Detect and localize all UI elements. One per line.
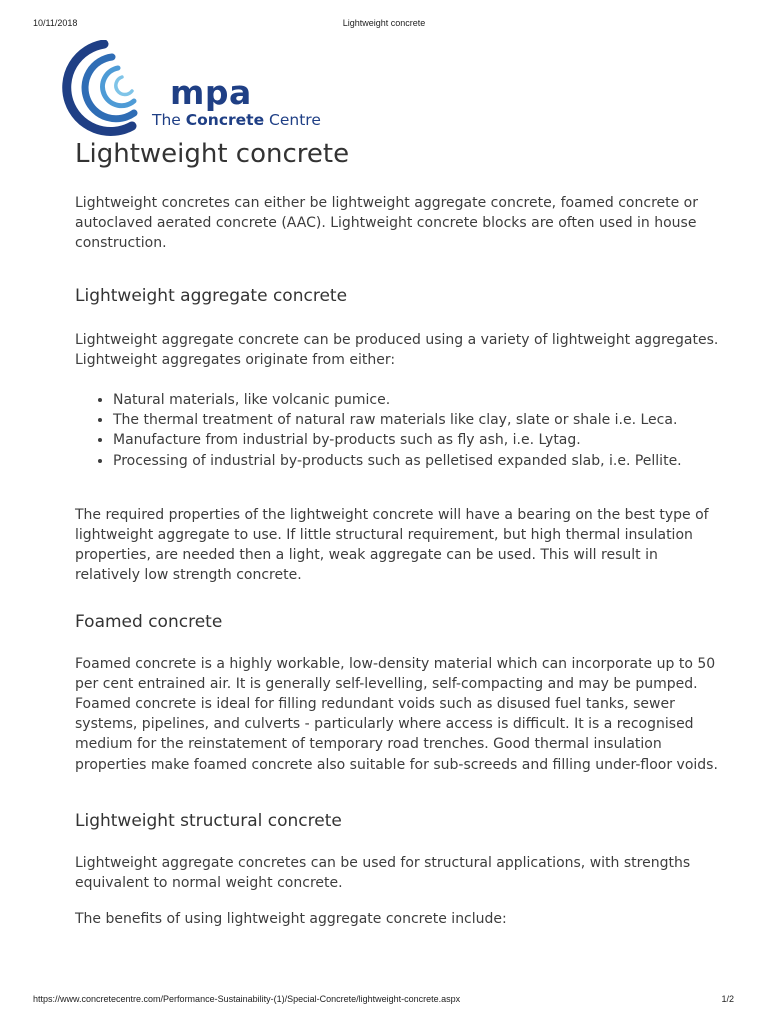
- article: [75, 137, 725, 929]
- page-number: 1/2: [721, 994, 734, 1004]
- print-title: Lightweight concrete: [342, 18, 426, 28]
- structural-paragraph-2: The benefits of using lightweight aggregate concrete include:: [75, 911, 507, 928]
- structural-paragraph-1: Lightweight aggregate concretes can be used for structural applications, with strengths equivalent to normal weight concrete.: [75, 854, 691, 892]
- foamed-paragraph: Foamed concrete is a highly workable, low-density material which can incorporate up to 50 per cent entrained air. It is generally self-levelling, self-compacting and may be pumped. Foamed concrete is ideal for filling redundant voids such as disused fuel tanks, sewer systems, pipelines, and culverts - particularly where access is difficult. It is a recognised medium for the reinstatement of temporary road trenches. Good thermal insulation properties make foamed concrete also suitable for sub-screeds and filling under-floor voids.: [75, 655, 718, 773]
- aggregate-paragraph-2: The required properties of the lightweight concrete will have a bearing on the best type of lightweight aggregate to use. If little structural requirement, but high thermal insulation properties, are needed then a light, weak aggregate can be used. This will result in relatively low strength concrete.: [75, 506, 709, 584]
- mpa-logo[interactable]: [58, 40, 358, 136]
- page-url[interactable]: https://www.concretecentre.com/Performance-Sustainability-(1)/Special-Concrete/lightweight-concrete.aspx: [33, 994, 461, 1004]
- list-item: • Natural materials, like volcanic pumice.: [113, 390, 725, 410]
- page-title: Lightweight concrete: [75, 139, 350, 169]
- print-date: 10/11/2018: [33, 18, 78, 28]
- list-item: • The thermal treatment of natural raw materials like clay, slate or shale i.e. Leca.: [113, 410, 725, 430]
- aggregate-paragraph-1: Lightweight aggregate concrete can be produced using a variety of lightweight aggregates. Lightweight aggregates originate from either:: [75, 331, 719, 368]
- aggregate-source-list: [75, 390, 725, 471]
- print-footer: [0, 994, 768, 1006]
- heading-aggregate-concrete: Lightweight aggregate concrete: [75, 285, 348, 306]
- logo-wordmark: mpa: [170, 73, 252, 112]
- heading-structural-concrete: Lightweight structural concrete: [75, 810, 342, 831]
- intro-paragraph: Lightweight concretes can either be lightweight aggregate concrete, foamed concrete or autoclaved aerated concrete (AAC). Lightweight concrete blocks are often used in house construction.: [75, 195, 699, 252]
- heading-foamed-concrete: Foamed concrete: [75, 611, 223, 632]
- print-header: [0, 18, 768, 30]
- list-item: • Manufacture from industrial by-products such as fly ash, i.e. Lytag.: [113, 430, 725, 450]
- logo-subtitle: The Concrete Centre: [152, 111, 321, 129]
- list-item: • Processing of industrial by-products such as pelletised expanded slab, i.e. Pellite.: [113, 451, 725, 471]
